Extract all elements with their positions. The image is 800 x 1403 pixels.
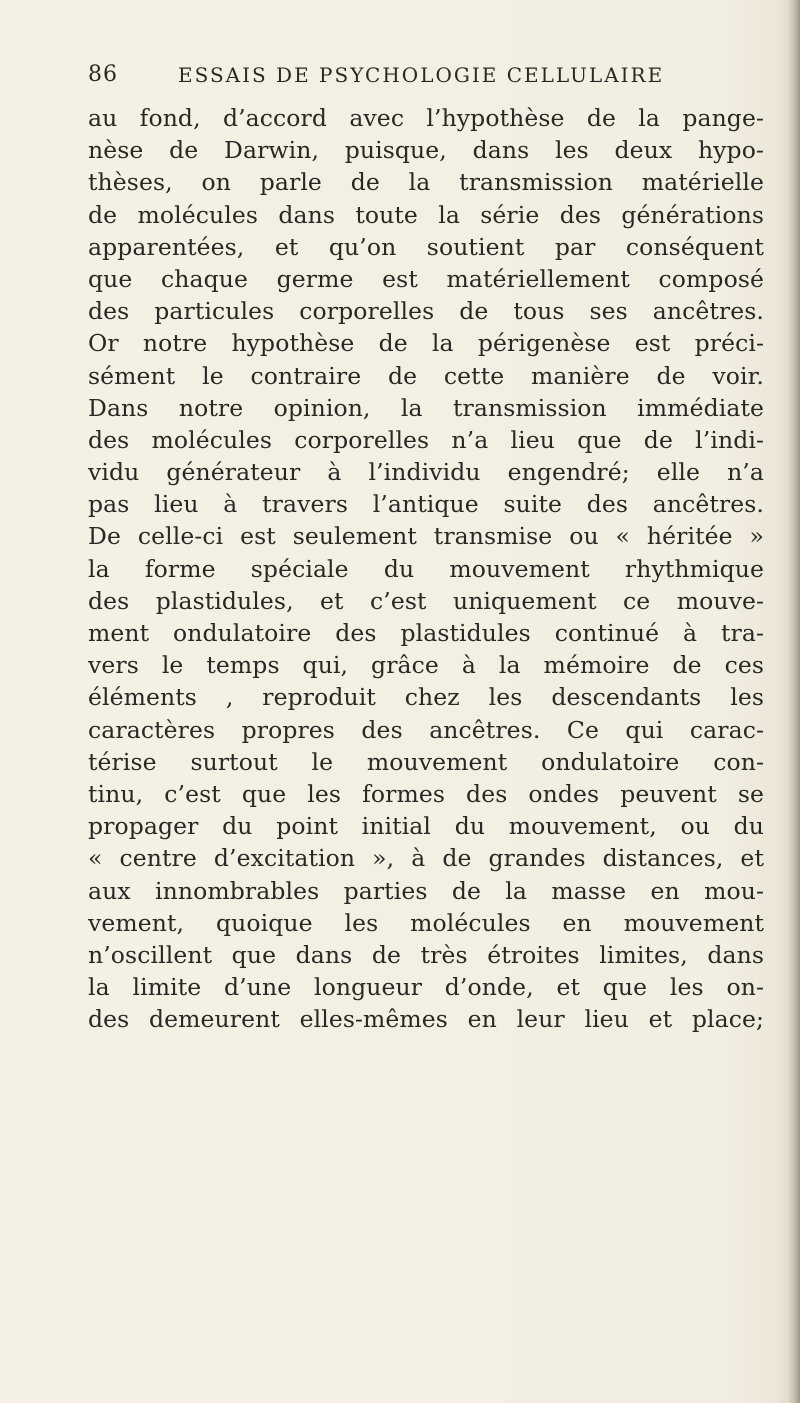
text-line: vement, quoique les molécules en mouvement <box>88 908 764 937</box>
running-head: ESSAIS DE PSYCHOLOGIE CELLULAIRE <box>178 63 665 87</box>
text-line: au fond, d’accord avec l’hypothèse de la pange- <box>88 104 764 132</box>
text-line: De celle-ci est seulement transmise ou « héritée » <box>88 522 764 551</box>
text-line: aux innombrables parties de la masse en mou- <box>88 876 764 905</box>
text-line: des plastidules, et c’est uniquement ce mouve- <box>88 586 764 615</box>
text-line: pas lieu à travers l’antique suite des ancêtres. <box>88 490 764 519</box>
text-line: térise surtout le mouvement ondulatoire con- <box>88 747 764 776</box>
body-text <box>88 102 764 1035</box>
page-number: 86 <box>88 62 118 87</box>
text-line: éléments , reproduit chez les descendants les <box>88 683 764 712</box>
text-line: propager du point initial du mouvement, ou du <box>88 812 764 841</box>
text-line: des demeurent elles-mêmes en leur lieu et place; <box>88 1005 764 1034</box>
text-line: la limite d’une longueur d’onde, et que les on- <box>88 973 764 1002</box>
text-line: des molécules corporelles n’a lieu que de l’indi- <box>88 425 764 454</box>
text-line: Or notre hypothèse de la périgenèse est préci- <box>88 329 764 358</box>
text-line: tinu, c’est que les formes des ondes peuvent se <box>88 779 764 808</box>
text-line: que chaque germe est matériellement composé <box>88 264 764 293</box>
text-line: apparentées, et qu’on soutient par conséquent <box>88 232 764 261</box>
text-line: vidu générateur à l’individu engendré; elle n’a <box>88 458 764 487</box>
text-line: Dans notre opinion, la transmission immédiate <box>88 393 764 422</box>
page-header <box>88 60 760 94</box>
text-line: la forme spéciale du mouvement rhythmique <box>88 554 764 583</box>
text-line: ment ondulatoire des plastidules continué à tra- <box>88 619 764 647</box>
text-line: thèses, on parle de la transmission matérielle <box>88 168 764 197</box>
page-edge-shadow <box>788 0 800 1403</box>
text-line: « centre d’excitation », à de grandes distances, et <box>88 844 764 873</box>
text-line: n’oscillent que dans de très étroites limites, dans <box>88 940 764 969</box>
text-line: de molécules dans toute la série des générations <box>88 200 764 229</box>
text-line: nèse de Darwin, puisque, dans les deux hypo- <box>88 136 764 165</box>
text-line: caractères propres des ancêtres. Ce qui carac- <box>88 715 764 744</box>
text-line: vers le temps qui, grâce à la mémoire de ces <box>88 651 764 680</box>
text-line: des particules corporelles de tous ses ancêtres. <box>88 297 764 326</box>
text-line: sément le contraire de cette manière de voir. <box>88 361 764 390</box>
